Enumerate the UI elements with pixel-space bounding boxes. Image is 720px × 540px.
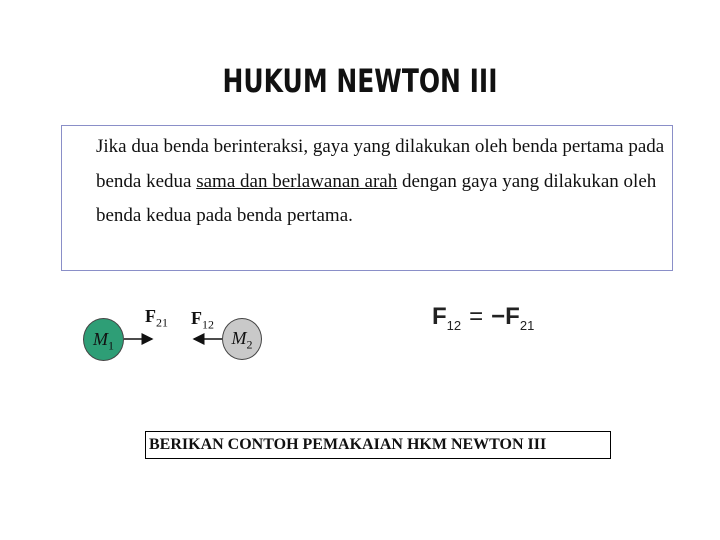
- mass-2-sub: 2: [246, 337, 253, 352]
- definition-part2: dengan gaya yang dilakukan oleh benda kedua pada benda pertama.: [96, 170, 657, 226]
- mass-1-sub: 1: [108, 338, 114, 353]
- definition-part1: Jika dua benda berinteraksi, gaya yang dilakukan oleh benda pertama pada benda kedua: [96, 136, 665, 192]
- definition-underlined: sama dan berlawanan arah: [196, 170, 398, 192]
- mass-1-label: M: [93, 329, 108, 349]
- slide-title: HUKUM NEWTON III: [222, 62, 498, 100]
- force-12-label: $F_{12}$: [191, 308, 214, 332]
- force-21-label: $F_{21}$: [145, 306, 168, 330]
- example-prompt-box: BERIKAN CONTOH PEMAKAIAN HKM NEWTON III: [145, 431, 611, 459]
- newton-third-law-equation: $F_{12} = -F_{21}$: [432, 303, 535, 333]
- mass-2-label: M: [231, 328, 247, 348]
